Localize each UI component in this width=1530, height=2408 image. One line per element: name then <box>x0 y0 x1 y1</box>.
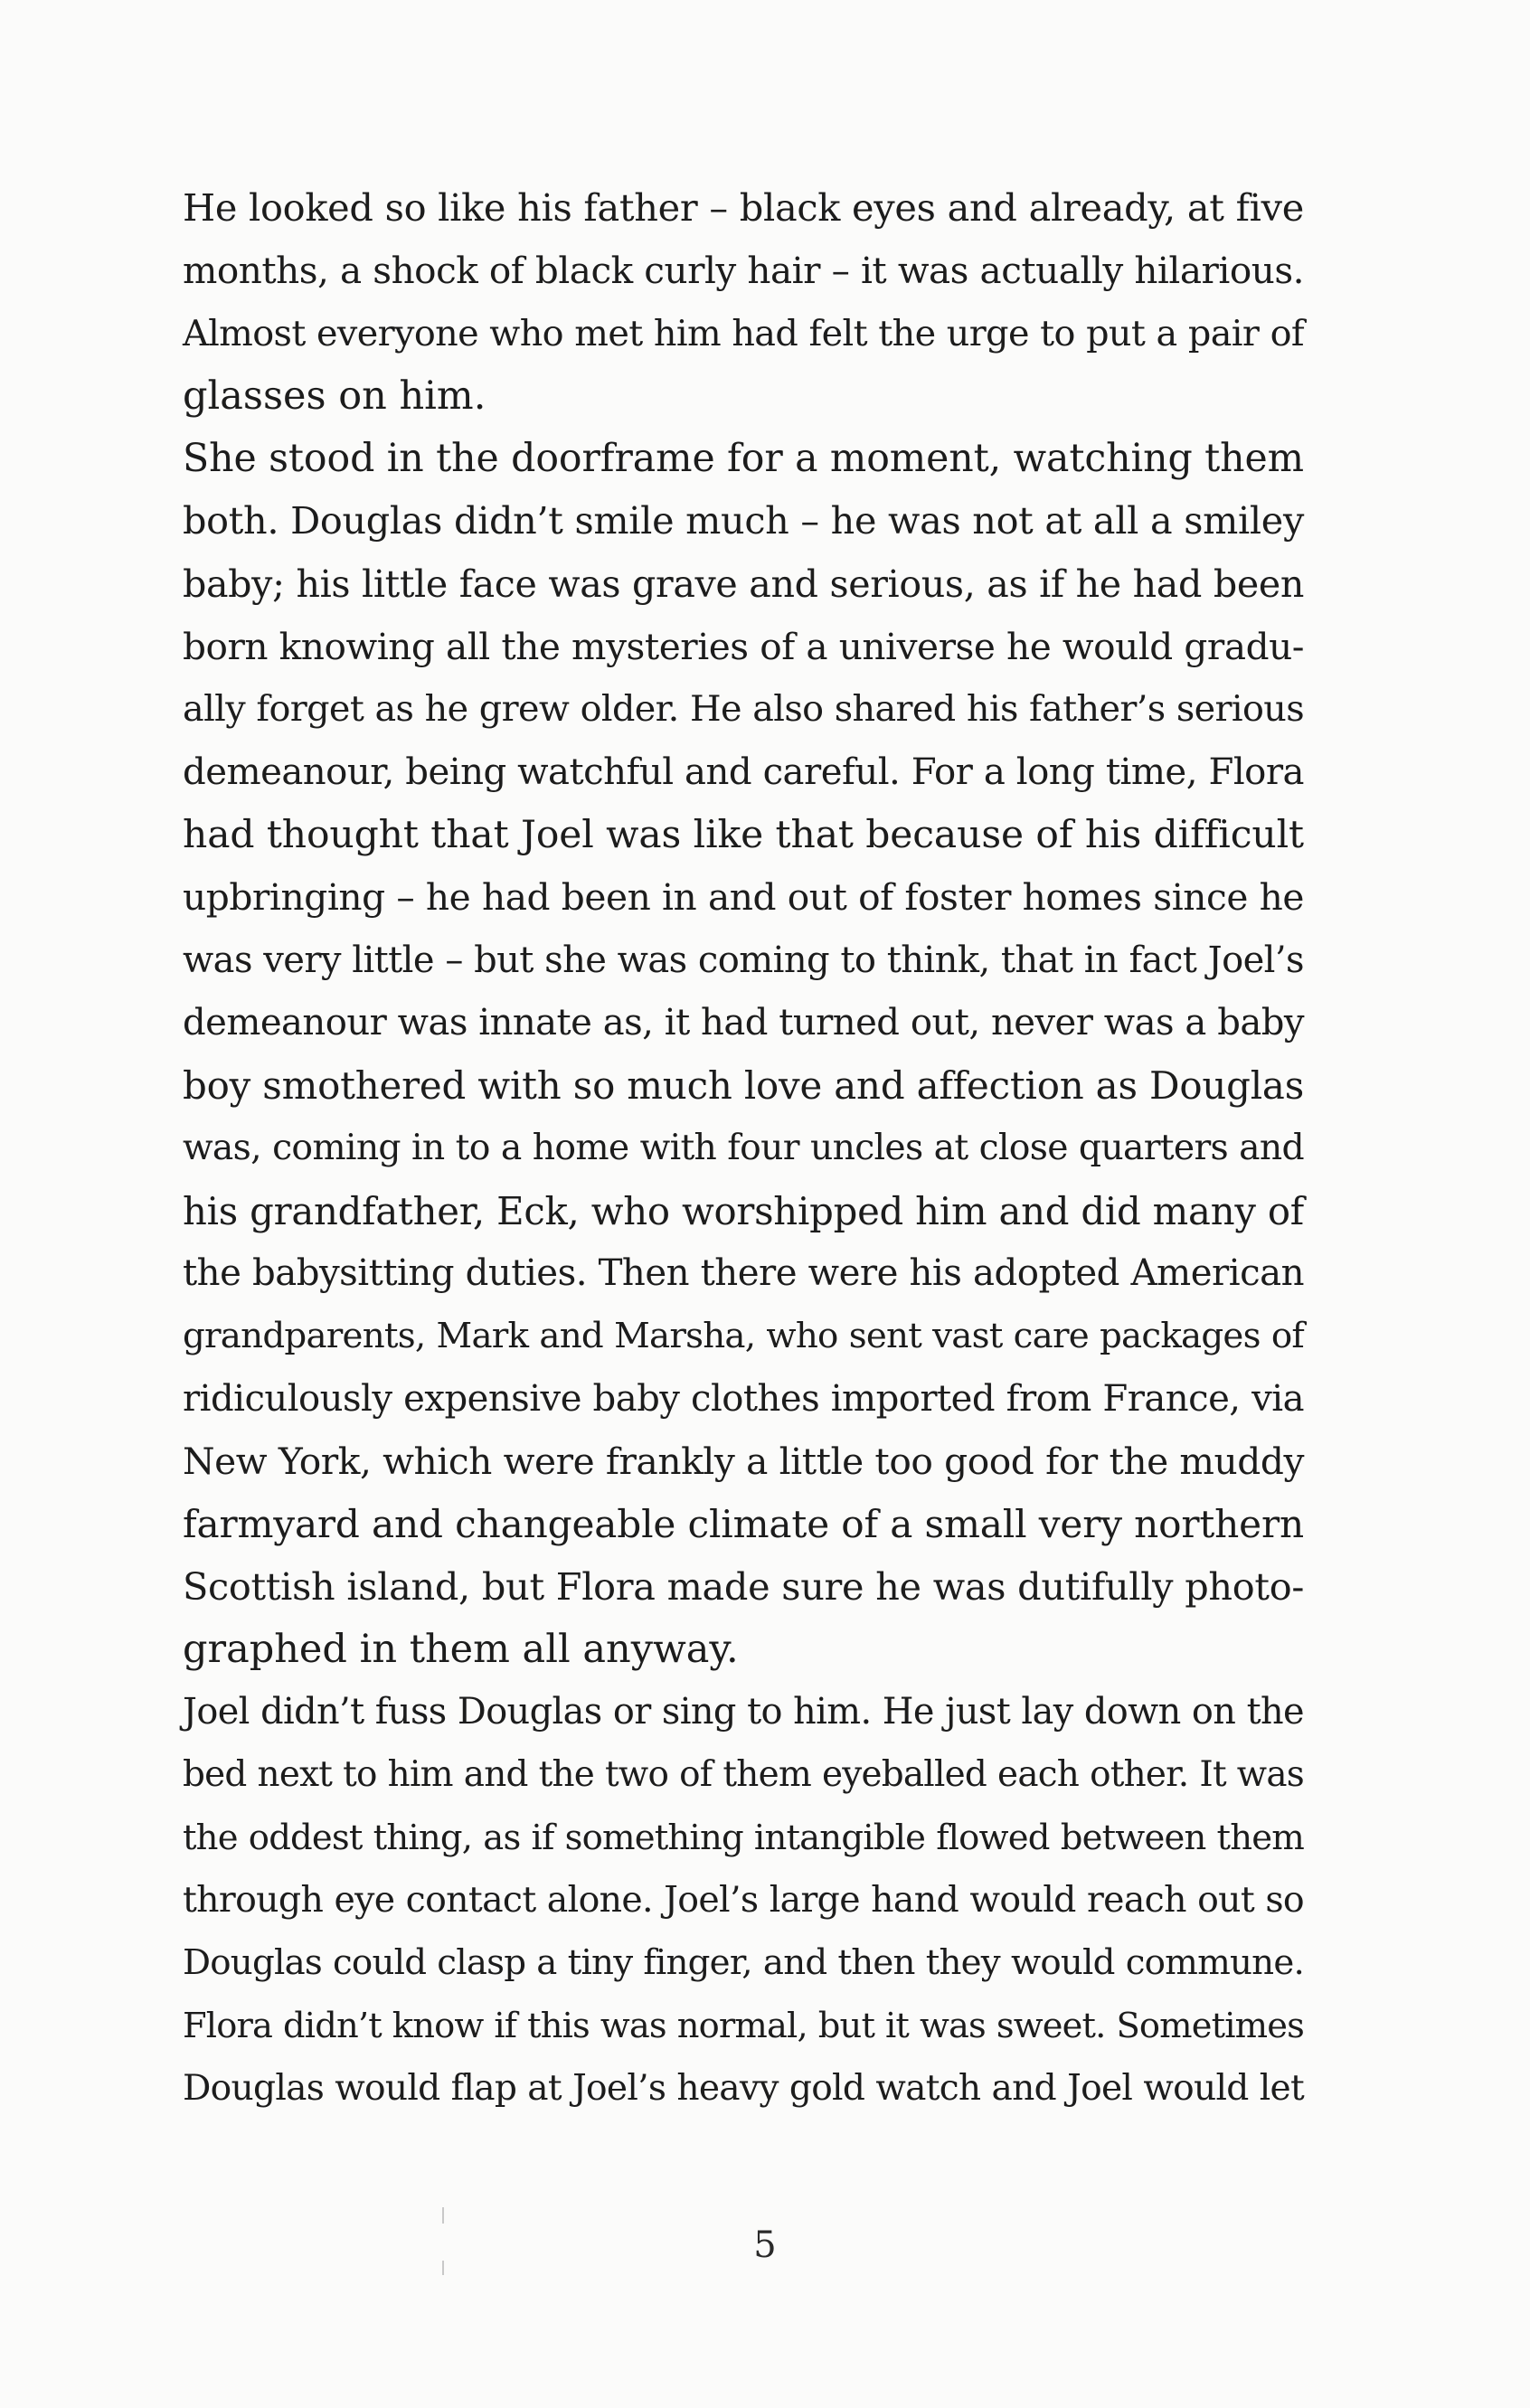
text-line: upbringing – he had been in and out of foster homes since he <box>183 875 1304 920</box>
text-line: baby; his little face was grave and serious, as if he had been <box>183 562 1304 606</box>
text-line: Almost everyone who met him had felt the urge to put a pair of <box>183 312 1304 354</box>
text-line: the oddest thing, as if something intangible flowed between them <box>183 1817 1304 1858</box>
text-line: Joel didn’t fuss Douglas or sing to him. He just lay down on the <box>183 1691 1304 1733</box>
text-line: was, coming in to a home with four uncles at close quarters and <box>183 1128 1304 1169</box>
text-line: through eye contact alone. Joel’s large hand would reach out so <box>183 1879 1304 1922</box>
scan-speck <box>442 2207 444 2224</box>
text-line: boy smothered with so much love and affection as Douglas <box>183 1063 1304 1109</box>
text-line: Flora didn’t know if this was normal, but it was sweet. Sometimes <box>183 2005 1304 2046</box>
body-text <box>183 177 1304 2120</box>
paragraph-2 <box>183 428 1304 1681</box>
text-line: Douglas could clasp a tiny finger, and then they would commune. <box>183 1942 1304 1984</box>
text-line: Douglas would flap at Joel’s heavy gold watch and Joel would let <box>183 2067 1304 2109</box>
text-line: bed next to him and the two of them eyeballed each other. It was <box>183 1754 1304 1796</box>
text-line: the babysitting duties. Then there were his adopted American <box>183 1252 1304 1295</box>
text-line: months, a shock of black curly hair – it was actually hilarious. <box>183 249 1304 293</box>
text-line: born knowing all the mysteries of a universe he would gradu- <box>183 625 1304 669</box>
text-line: graphed in them all anyway. <box>183 1626 739 1672</box>
page-number: 5 <box>753 2224 777 2266</box>
text-line: demeanour was innate as, it had turned out, never was a baby <box>183 1001 1304 1043</box>
scan-speck <box>442 2261 444 2275</box>
text-line: She stood in the doorframe for a moment, watching them <box>183 436 1304 482</box>
text-line: He looked so like his father – black eyes and already, at five <box>183 186 1304 230</box>
text-line: his grandfather, Eck, who worshipped him and did many of <box>183 1188 1304 1233</box>
text-line: was very little – but she was coming to think, that in fact Joel’s <box>183 939 1304 981</box>
text-line: had thought that Joel was like that because of his difficult <box>183 812 1304 857</box>
text-line: New York, which were frankly a little too good for the muddy <box>183 1439 1304 1483</box>
text-line: Scottish island, but Flora made sure he was dutifully photo- <box>183 1564 1304 1609</box>
text-line: both. Douglas didn’t smile much – he was not at all a smiley <box>183 499 1304 543</box>
text-line: ridiculously expensive baby clothes imported from France, via <box>183 1377 1304 1420</box>
text-line: demeanour, being watchful and careful. For a long time, Flora <box>183 751 1304 793</box>
text-line: ally forget as he grew older. He also shared his father’s serious <box>183 688 1304 731</box>
text-line: grandparents, Mark and Marsha, who sent vast care packages of <box>183 1316 1304 1357</box>
paragraph-1 <box>183 177 1304 428</box>
text-line: farmyard and changeable climate of a small very northern <box>183 1502 1304 1547</box>
paragraph-3 <box>183 1681 1304 2120</box>
text-line: glasses on him. <box>183 373 486 419</box>
